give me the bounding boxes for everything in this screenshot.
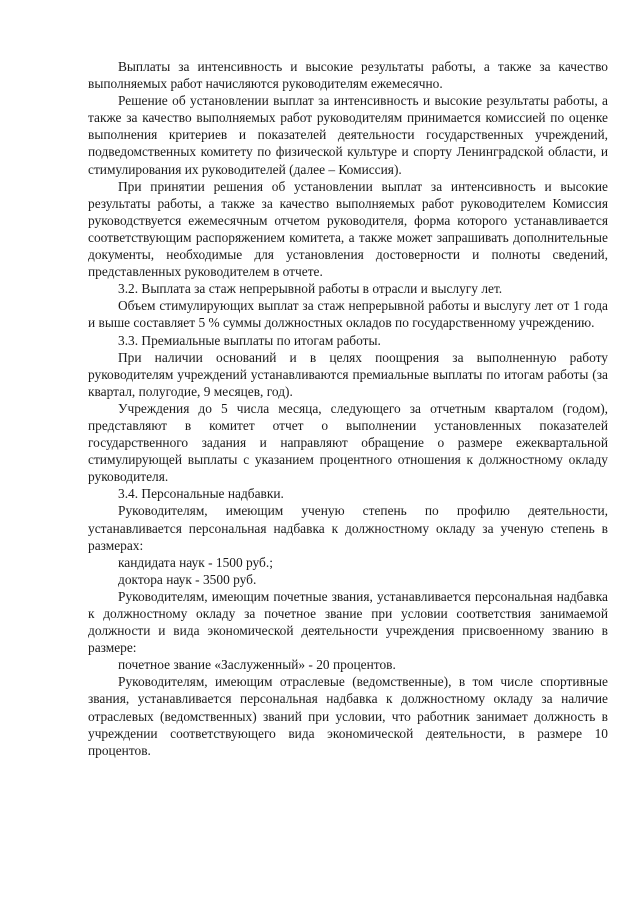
section-heading-3-3: 3.3. Премиальные выплаты по итогам работы. [118, 332, 381, 348]
list-item-honored-title: почетное звание «Заслуженный» - 20 процентов. [118, 657, 396, 673]
paragraph-honorary-titles: Руководителям, имеющим почетные звания, устанавливается персональная надбавка к должностному окладу за почетное звание при условии соответствия занимаемой должности и вида экономической деятельности учреждения присвоенному званию в размере: [88, 588, 608, 656]
paragraph-seniority-payments: Объем стимулирующих выплат за стаж непрерывной работы и выслугу лет от 1 года и выше составляет 5 % суммы должностных окладов по государственному учреждению. [88, 298, 608, 331]
paragraph-commission-report: При принятии решения об установлении выплат за интенсивность и высокие результаты работы, а также за качество выполняемых работ руководителем Комиссия руководствуется ежемесячным отчетом руководителя, форма которого устанавливается соответствующим распоряжением комитета, а также может запрашивать дополнительные документы, необходимые для установления достоверности и полноты сведений, представленных руководителем в отчете. [88, 178, 608, 280]
list-item-candidate: кандидата наук - 1500 руб.; [118, 554, 273, 570]
paragraph-academic-degree: Руководителям, имеющим ученую степень по профилю деятельности, устанавливается персональная надбавка к должностному окладу за ученую степень в размерах: [88, 503, 608, 553]
list-item-doctor: доктора наук - 3500 руб. [118, 571, 257, 587]
paragraph-industry-titles: Руководителям, имеющим отраслевые (ведомственные), в том числе спортивные звания, устанавливается персональная надбавка к должностному окладу за наличие отраслевых (ведомственных) званий при условии, что работник занимает должность в учреждении соответствующего вида экономической деятельности, в размере 10 процентов. [88, 674, 608, 758]
section-heading-3-4: 3.4. Персональные надбавки. [118, 486, 284, 502]
paragraph-quarterly-report: Учреждения до 5 числа месяца, следующего за отчетным кварталом (годом), представляют в комитет отчет о выполнении установленных показателей государственного задания и направляют обращение о размере ежеквартальной стимулирующей выплаты с указанием процентного отношения к должностному окладу руководителя. [88, 400, 608, 485]
paragraph-bonus-grounds: При наличии оснований и в целях поощрения за выполненную работу руководителям учреждений устанавливаются премиальные выплаты по итогам работы (за квартал, полугодие, 9 месяцев, год). [88, 349, 608, 399]
document-body [88, 58, 608, 759]
paragraph-commission-decision: Решение об установлении выплат за интенсивность и высокие результаты работы, а также за качество выполняемых работ руководителям принимается комиссией по оценке выполнения критериев и показателей деятельности государственных учреждений, подведомственных комитету по физической культуре и спорту Ленинградской области, и стимулирования их руководителей (далее – Комиссия). [88, 93, 608, 177]
section-heading-3-2: 3.2. Выплата за стаж непрерывной работы в отрасли и выслугу лет. [118, 281, 503, 297]
paragraph-monthly-payments: Выплаты за интенсивность и высокие результаты работы, а также за качество выполняемых работ начисляются руководителям ежемесячно. [88, 59, 608, 92]
